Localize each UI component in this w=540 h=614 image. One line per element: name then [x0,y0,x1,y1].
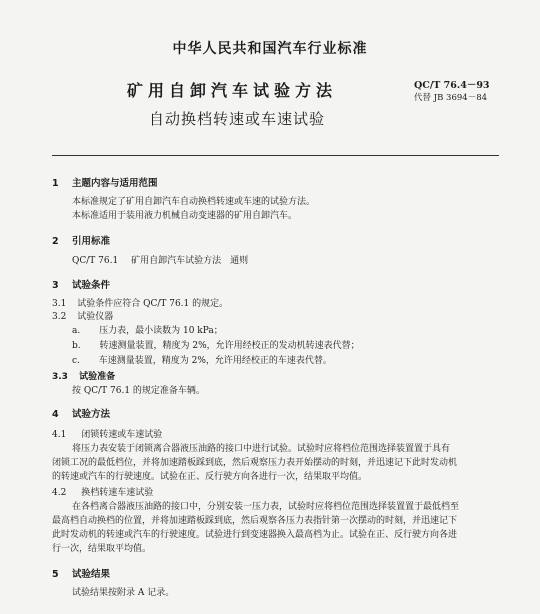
paragraph-line: 最高档自动换档的位置，并将加速踏板踩到底，然后观察各压力表指针第一次摆动的时刻，并迅速记下 [52,516,458,526]
section-4-heading [52,409,110,420]
clause-number: 4.2 [52,488,67,498]
section-5-heading [52,569,110,580]
section-3-heading [52,280,110,291]
clause-4-2 [52,488,153,499]
clause-number: 3.2 [52,312,67,322]
paragraph-line: 行一次，结果取平均值。 [52,544,152,554]
clause-title: 换档转速车速试验 [81,488,154,498]
clause-number: 4.1 [52,430,67,440]
reference-code: QC/T 76.1 [72,256,119,266]
section-title: 试验方法 [71,409,110,420]
reference-entry [72,256,248,267]
list-item-a [72,326,223,337]
clause-3-2 [52,312,113,323]
paragraph-line: 将压力表安装于闭锁离合器液压油路的接口中进行试验。试验时应将档位范围选择装置置于具有 [72,444,451,454]
paragraph: 按 QC/T 76.1 的规定准备车辆。 [72,386,205,396]
list-item-b [72,341,360,352]
clause-4-1 [52,430,162,441]
clause-3-1 [52,299,228,310]
clause-number: 3.3 [52,372,68,382]
paragraph-line: 闭锁工况的最低档位，并将加速踏板踩到底，然后观察压力表开始摆动的时刻，并迅速记下此时发动机 [52,458,458,468]
clause-title: 试验仪器 [77,312,114,322]
clause-3-3 [52,372,115,383]
section-number: 4 [52,409,59,420]
paragraph-line: 在各档离合器液压油路的接口中，分别安装一压力表，试验时应将档位范围选择装置置于最低档至 [72,502,460,512]
paragraph: 本标准适用于装用液力机械自动变速器的矿用自卸汽车。 [72,211,298,221]
paragraph-line: 的转速或汽车的行驶速度。试验在正、反行驶方向各进行一次，结果取平均值。 [52,472,368,482]
section-number: 1 [52,178,59,189]
clause-number: 3.1 [52,299,67,309]
section-title: 试验条件 [71,280,110,291]
list-text: 压力表，最小读数为 10 kPa； [99,326,223,336]
section-2-heading [52,236,110,247]
document-subtitle: 自动换档转速或车速试验 [148,110,325,128]
section-number: 3 [52,280,59,291]
clause-text: 试验条件应符合 QC/T 76.1 的规定。 [77,299,229,309]
replaces-standard: 代替 JB 3694－84 [414,93,488,103]
paragraph: 试验结果按附录 A 记录。 [72,588,175,598]
document-title: 矿用自卸汽车试验方法 [126,81,337,100]
list-label: b. [72,341,81,351]
section-1-heading [52,178,157,189]
header-divider [52,155,499,156]
standard-organization: 中华人民共和国汽车行业标准 [172,41,368,57]
section-number: 5 [52,569,59,580]
section-number: 2 [52,236,59,247]
standard-code: QC/T 76.4－93 [414,80,490,91]
list-item-c [72,356,332,367]
list-label: c. [72,356,80,366]
paragraph: 本标准规定了矿用自卸汽车自动换档转速或车速的试验方法。 [72,197,316,207]
section-title: 主题内容与适用范围 [71,178,158,189]
clause-title: 试验准备 [79,372,116,382]
reference-title: 矿用自卸汽车试验方法 通则 [131,256,249,266]
section-title: 引用标准 [71,236,110,247]
section-title: 试验结果 [71,569,110,580]
list-text: 转速测量装置，精度为 2%，允许用经校正的发动机转速表代替； [99,341,360,351]
paragraph-line: 此时发动机的转速或汽车的行驶速度。试验进行到变速器换入最高档为止。试验在正、反行驶方向各进 [52,530,458,540]
list-text: 车速测量装置，精度为 2%，允许用经校正的车速表代替。 [98,356,332,366]
list-label: a. [72,326,81,336]
clause-title: 闭锁转速或车速试验 [81,430,163,440]
